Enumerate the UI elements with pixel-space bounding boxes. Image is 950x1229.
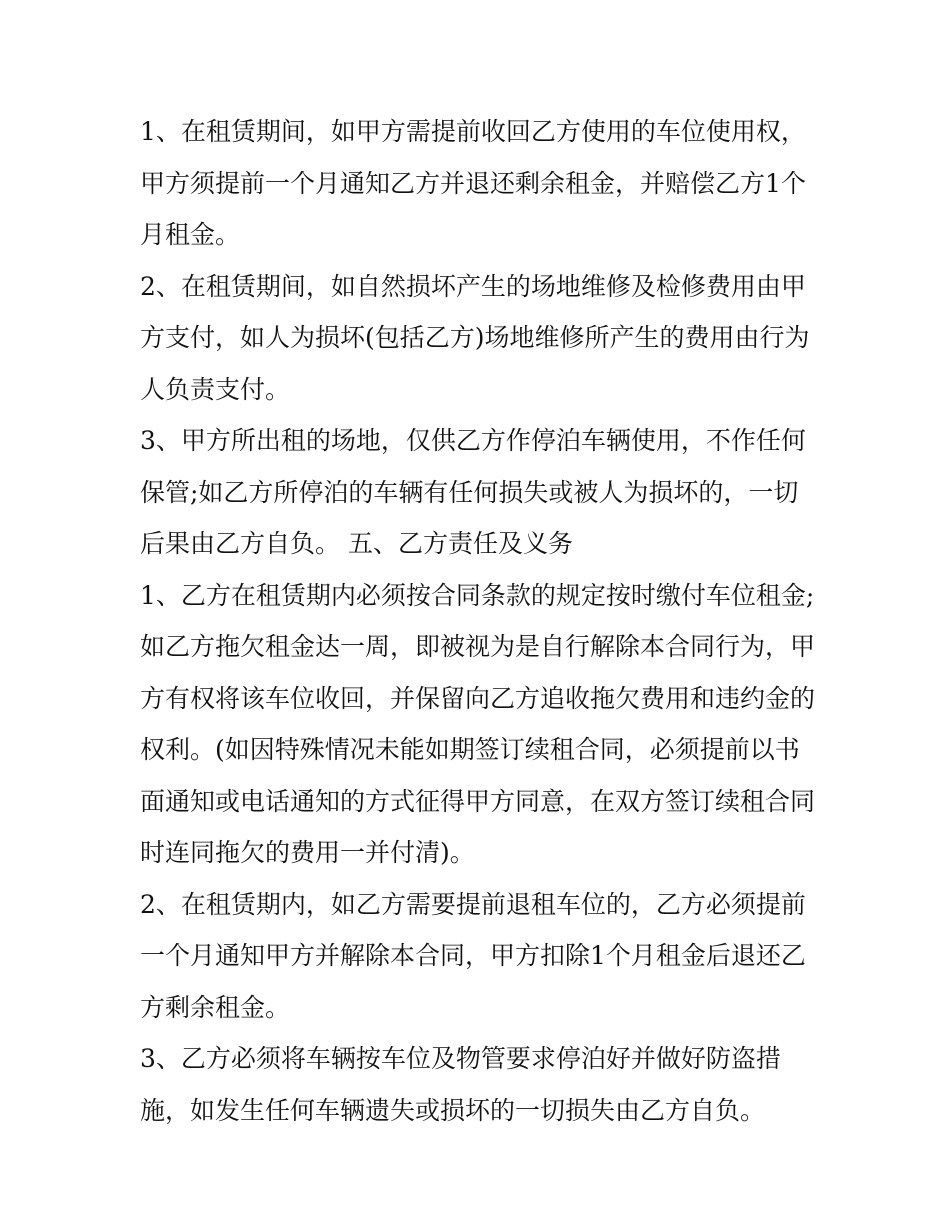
text-line: 3、乙方必须将车辆按车位及物管要求停泊好并做好防盗措 [140, 1044, 781, 1073]
text-line: 甲方须提前一个月通知乙方并退还剩余租金，并赔偿乙方1个 [140, 168, 806, 198]
text-line: 后果由乙方自负。 五、乙方责任及义务 [140, 529, 573, 558]
text-line: 如乙方拖欠租金达一周，即被视为是自行解除本合同行为，甲 [140, 632, 816, 661]
text-line: 3、甲方所出租的场地，仅供乙方作停泊车辆使用，不作任何 [140, 426, 806, 455]
text-line: 1、乙方在租赁期内必须按合同条款的规定按时缴付车位租金; [140, 580, 815, 610]
text-line: 方支付，如人为损坏(包括乙方)场地维修所产生的费用由行为 [140, 323, 810, 352]
text-line: 面通知或电话通知的方式征得甲方同意，在双方签订续租合同 [140, 786, 816, 816]
document-body [140, 106, 830, 1136]
text-line: 方有权将该车位收回，并保留向乙方追收拖欠费用和违约金的 [140, 683, 816, 713]
text-line: 方剩余租金。 [140, 992, 291, 1022]
text-line: 保管;如乙方所停泊的车辆有任何损失或被人为损坏的，一切 [140, 477, 799, 507]
text-line: 人负责支付。 [140, 374, 291, 404]
text-line: 2、在租赁期间，如自然损坏产生的场地维修及检修费用由甲 [140, 271, 806, 301]
text-line: 月租金。 [140, 220, 241, 249]
text-line: 施，如发生任何车辆遗失或损坏的一切损失由乙方自负。 [140, 1095, 766, 1125]
text-line: 2、在租赁期内，如乙方需要提前退租车位的，乙方必须提前 [140, 889, 806, 919]
text-line: 一个月通知甲方并解除本合同，甲方扣除1个月租金后退还乙 [140, 941, 806, 970]
text-line: 权利。(如因特殊情况未能如期签订续租合同，必须提前以书 [140, 735, 800, 764]
text-line: 1、在租赁期间，如甲方需提前收回乙方使用的车位使用权， [140, 117, 806, 146]
text-line: 时连同拖欠的费用一并付清)。 [140, 838, 475, 867]
